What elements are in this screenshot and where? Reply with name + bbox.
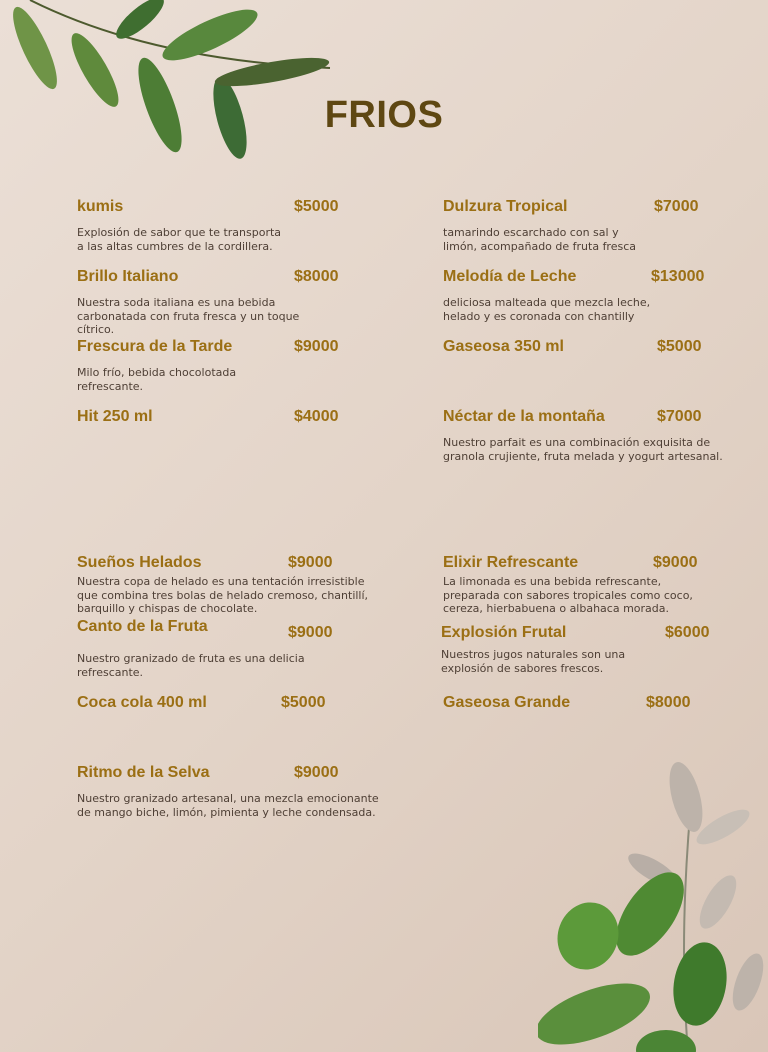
menu-item-description: refrescante. [77,665,144,679]
menu-item-price: $5000 [294,198,339,215]
menu-item-description: a las altas cumbres de la cordillera. [77,239,273,253]
leaf-branch-bottom-decoration [538,752,768,1052]
menu-item-description: limón, acompañado de fruta fresca [443,239,637,253]
menu-item-name: Ritmo de la Selva [77,764,210,781]
page-title: FRIOS [324,94,444,136]
menu-item-description: refrescante. [77,379,144,393]
menu-item-name: Dulzura Tropical [443,198,568,215]
menu-item-description: explosión de sabores frescos. [441,661,604,675]
menu-item-description: de mango biche, limón, pimienta y leche condensada. [77,805,376,819]
menu-item-description: deliciosa malteada que mezcla leche, [443,296,651,309]
menu-item-price: $6000 [665,624,710,641]
menu-item-price: $13000 [651,268,705,285]
menu-item-price: $9000 [288,554,333,571]
menu-item-name: Melodía de Leche [443,268,577,285]
menu-item-description: cereza, hierbabuena o albahaca morada. [443,602,670,615]
menu-item-name: Explosión Frutal [441,624,567,641]
menu-item-description: La limonada es una bebida refrescante, [443,575,662,588]
menu-item-name: Sueños Helados [77,554,202,571]
menu-item-description: Nuestra copa de helado es una tentación irresistible [77,575,365,588]
menu-item-name: Néctar de la montaña [443,408,605,425]
menu-item-name: Gaseosa 350 ml [443,338,564,355]
menu-item-description: granola crujiente, fruta melada y yogurt artesanal. [443,449,723,463]
menu-item-price: $7000 [657,408,702,425]
menu-item-description: cítrico. [77,323,115,336]
menu-item-description: Nuestro granizado artesanal, una mezcla emocionante [77,792,379,805]
menu-item-price: $9000 [288,624,333,641]
menu-item-name: Elixir Refrescante [443,554,579,571]
menu-item-description: Nuestro parfait es una combinación exquisita de [443,436,711,449]
menu-item-description: barquillo y chispas de chocolate. [77,602,258,615]
menu-item-price: $9000 [294,338,339,355]
menu-item-name: Gaseosa Grande [443,694,571,711]
menu-item-name: kumis [77,198,124,215]
menu-item-name: Canto de la Fruta [77,618,208,635]
menu-item-price: $8000 [294,268,339,285]
menu-item-description: que combina tres bolas de helado cremoso, chantillí, [77,588,369,602]
menu-item-description: carbonatada con fruta fresca y un toque [77,309,300,323]
menu-item-name: Frescura de la Tarde [77,338,233,355]
menu-item-description: Explosión de sabor que te transporta [77,226,282,239]
menu-item-price: $8000 [646,694,691,711]
menu-item-description: preparada con sabores tropicales como coco, [443,588,693,602]
menu-item-name: Coca cola 400 ml [77,694,207,711]
menu-item-description: Milo frío, bebida chocolotada [77,366,237,379]
menu-item-price: $4000 [294,408,339,425]
menu-item-price: $9000 [653,554,698,571]
leaf-branch-top-decoration [0,0,340,170]
menu-item-price: $9000 [294,764,339,781]
menu-item-price: $5000 [281,694,326,711]
menu-item-price: $5000 [657,338,702,355]
menu-item-name: Hit 250 ml [77,408,153,425]
menu-item-description: Nuestros jugos naturales son una [441,648,626,661]
menu-item-name: Brillo Italiano [77,268,179,285]
menu-item-description: Nuestro granizado de fruta es una delicia [77,652,305,665]
menu-item-price: $7000 [654,198,699,215]
menu-item-description: helado y es coronada con chantilly [443,309,635,323]
menu-item-description: Nuestra soda italiana es una bebida [77,296,276,309]
menu-item-description: tamarindo escarchado con sal y [443,226,619,239]
